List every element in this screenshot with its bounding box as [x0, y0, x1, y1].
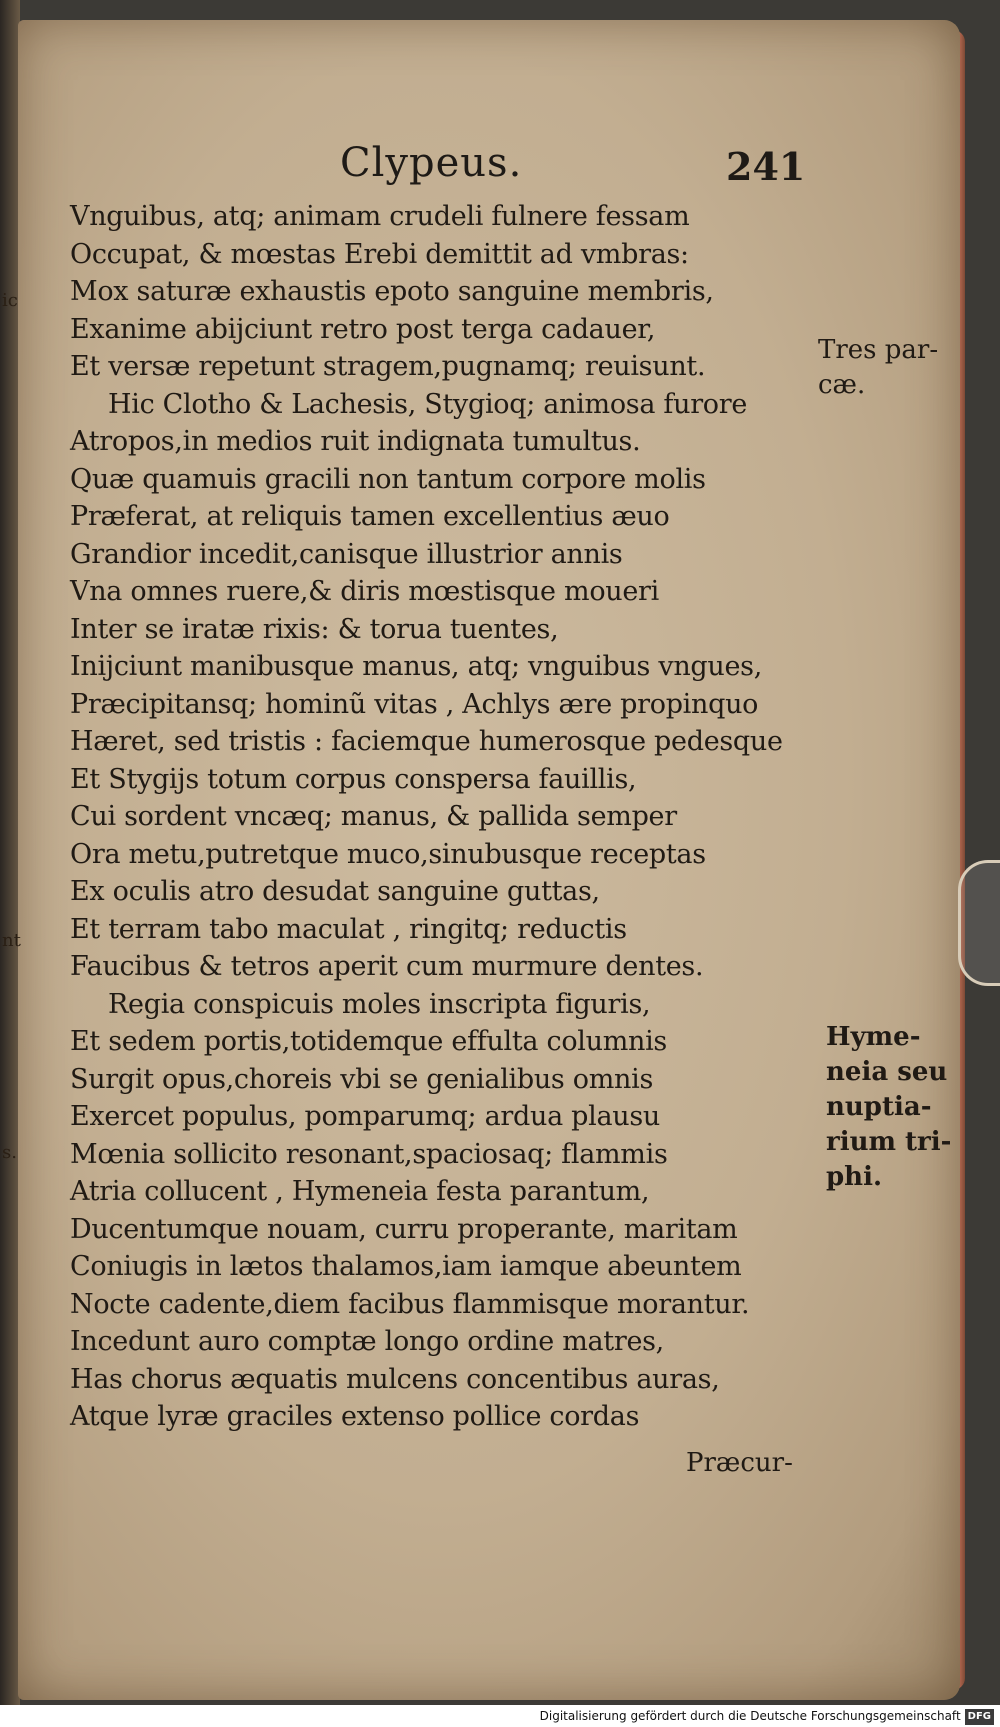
verse-line: Exanime abijciunt retro post terga cadauer,: [70, 313, 656, 345]
verse-line: Faucibus & tetros aperit cum murmure dentes.: [70, 951, 704, 982]
page-clip: [958, 860, 1000, 986]
verse-line: Hæret, sed tristis : faciemque humerosque pedesque: [70, 726, 783, 757]
verse-line: Hic Clotho & Lachesis, Stygioq; animosa furore: [108, 388, 748, 420]
left-bleed-text: s.: [2, 1142, 17, 1163]
verse-line: Mœnia sollicito resonant,spaciosaq; flammis: [70, 1138, 668, 1170]
verse-line: Præferat, at reliquis tamen excellentius æuo: [70, 501, 670, 532]
verse-line: Ducentumque nouam, curru properante, maritam: [70, 1213, 738, 1245]
verse-line: Has chorus æquatis mulcens concentibus auras,: [70, 1363, 720, 1395]
verse-line: Inijciunt manibusque manus, atq; vnguibus vngues,: [70, 651, 763, 682]
margin-note-line: rium tri-: [826, 1127, 952, 1157]
book-spine-strip: [0, 0, 20, 1727]
margin-note-line: nuptia-: [826, 1092, 932, 1122]
margin-note-line: neia seu: [826, 1057, 948, 1087]
verse-line: Et terram tabo maculat , ringitq; reductis: [70, 913, 627, 945]
verse-block: [70, 198, 830, 1436]
verse-line: Quæ quamuis gracili non tantum corpore molis: [70, 463, 706, 495]
margin-note-hymeneia: [826, 1020, 951, 1195]
catchword: Præcur-: [686, 1448, 793, 1478]
verse-line: Atria collucent , Hymeneia festa parantum,: [70, 1176, 650, 1207]
margin-note-line: cæ.: [818, 370, 866, 400]
verse-line: Occupat, & mœstas Erebi demittit ad vmbras:: [70, 238, 689, 270]
left-bleed-text: nt: [2, 930, 21, 951]
verse-line: Vnguibus, atq; animam crudeli fulnere fessam: [70, 201, 690, 232]
verse-line: Atque lyræ graciles extenso pollice cordas: [70, 1401, 640, 1432]
verse-line: Grandior incedit,canisque illustrior annis: [70, 538, 623, 570]
margin-note-line: Hyme-: [826, 1022, 921, 1052]
verse-line: Nocte cadente,diem facibus flammisque morantur.: [70, 1288, 750, 1320]
dfg-logo: DFG: [965, 1709, 994, 1725]
verse-line: Vna omnes ruere,& diris mœstisque moueri: [70, 576, 659, 607]
verse-line: Exercet populus, pomparumq; ardua plausu: [70, 1101, 661, 1132]
verse-line: Et versæ repetunt stragem,pugnamq; reuisunt.: [70, 351, 706, 382]
page-number: 241: [726, 144, 806, 189]
verse-line: Mox saturæ exhaustis epoto sanguine membris,: [70, 276, 714, 307]
verse-line: Ora metu,putretque muco,sinubusque receptas: [70, 838, 706, 870]
digitization-footer: [0, 1705, 1000, 1727]
margin-note-tres-parcae: [818, 333, 938, 403]
verse-line: Præcipitansq; hominũ vitas , Achlys ære propinquo: [70, 688, 759, 720]
verse-line: Surgit opus,choreis vbi se genialibus omnis: [70, 1063, 654, 1095]
verse-line: Coniugis in lætos thalamos,iam iamque abeuntem: [70, 1251, 742, 1282]
margin-note-line: phi.: [826, 1162, 883, 1192]
footer-credit: Digitalisierung gefördert durch die Deutsche Forschungsgemeinschaft: [539, 1709, 961, 1723]
verse-line: Ex oculis atro desudat sanguine guttas,: [70, 876, 600, 907]
verse-line: Et Stygijs totum corpus conspersa fauillis,: [70, 763, 637, 795]
verse-line: Cui sordent vncæq; manus, & pallida semper: [70, 801, 677, 832]
left-bleed-text: ic: [2, 290, 18, 311]
verse-line: Et sedem portis,totidemque effulta columnis: [70, 1026, 667, 1057]
verse-line: Inter se iratæ rixis: & torua tuentes,: [70, 613, 559, 645]
verse-line: Regia conspicuis moles inscripta figuris,: [108, 988, 651, 1020]
verse-line: Atropos,in medios ruit indignata tumultus.: [70, 426, 641, 457]
running-head: Clypeus.: [340, 140, 523, 186]
margin-note-line: Tres par-: [818, 335, 939, 365]
verse-line: Incedunt auro comptæ longo ordine matres,: [70, 1326, 664, 1357]
